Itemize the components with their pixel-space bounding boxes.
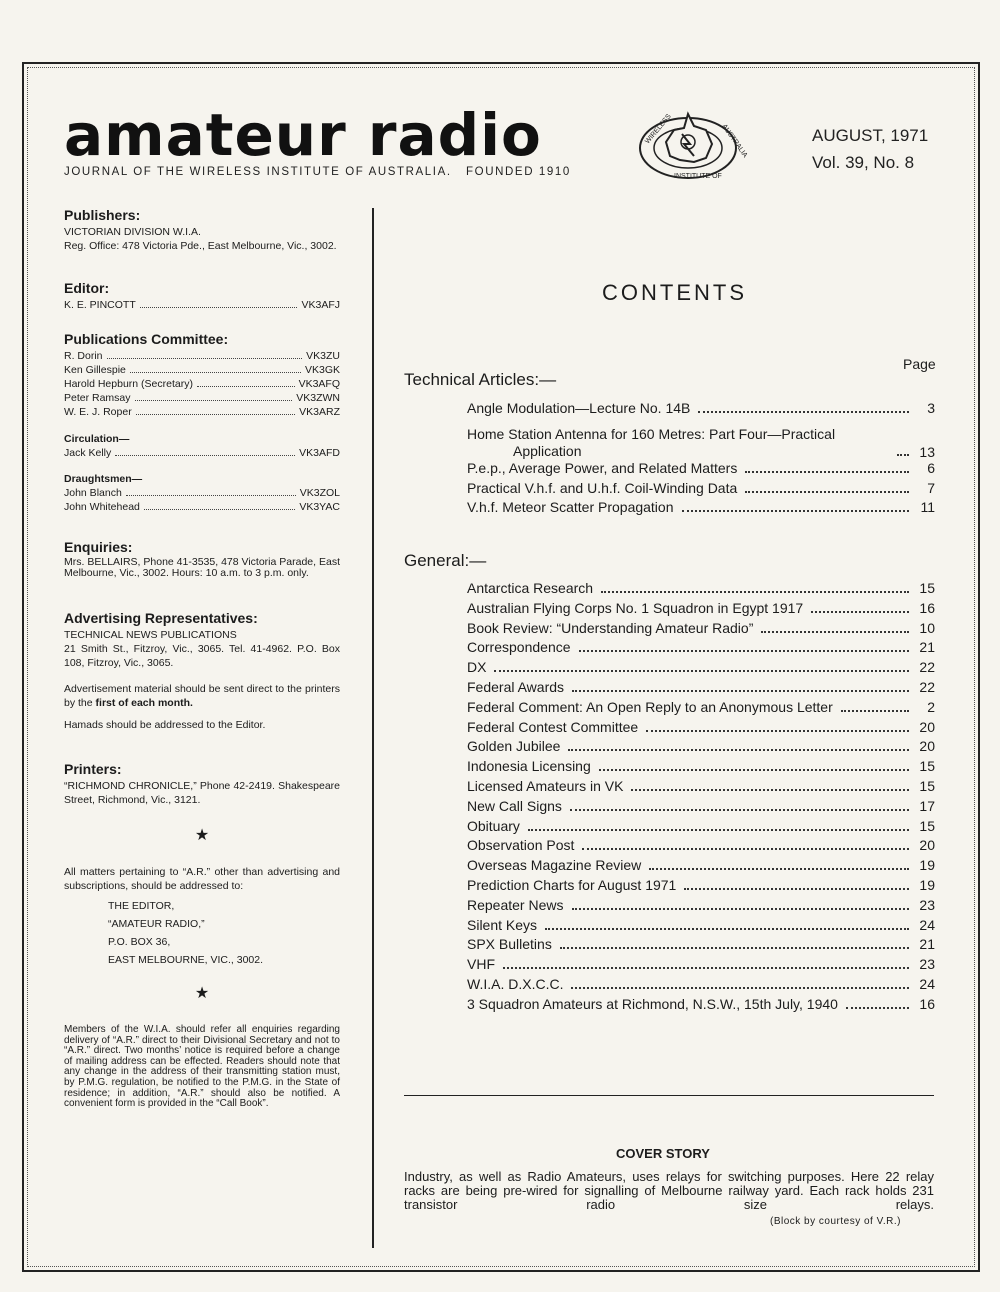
printers-heading: Printers: [64, 761, 122, 777]
enquiries-text: Mrs. BELLAIRS, Phone 41-3535, 478 Victoria Parade, East Melbourne, Vic., 3002. Hours: 10 a.m. to 3 p.m. only. [64, 556, 340, 579]
matters-section [64, 865, 340, 969]
advertising-company: TECHNICAL NEWS PUBLICATIONS [64, 629, 237, 641]
matters-text: All matters pertaining to “A.R.” other than advertising and subscriptions, should be addressed to: [64, 866, 340, 892]
toc-entry[interactable]: W.I.A. D.X.C.C. 24 [467, 975, 935, 992]
staff-row: W. E. J. Roper VK3ARZ [64, 406, 340, 418]
masthead-subtitle: JOURNAL OF THE WIRELESS INSTITUTE OF AUSTRALIA. FOUNDED 1910 [64, 166, 571, 178]
staff-row: Peter Ramsay VK3ZWN [64, 392, 340, 404]
toc-entry[interactable]: Licensed Amateurs in VK 15 [467, 777, 935, 794]
toc-entry[interactable]: Federal Comment: An Open Reply to an Anonymous Letter 2 [467, 698, 935, 715]
toc-entry[interactable]: Observation Post 20 [467, 837, 935, 854]
editor-heading: Editor: [64, 280, 110, 296]
toc-entry[interactable]: Federal Awards 22 [467, 678, 935, 695]
page-column-label: Page [903, 356, 936, 372]
cover-story-heading: COVER STORY [616, 1146, 710, 1161]
toc-entry[interactable]: Correspondence 21 [467, 639, 935, 656]
staff-row: Jack Kelly VK3AFD [64, 447, 340, 459]
issue-date: AUGUST, 1971 [812, 126, 929, 145]
publishers-heading: Publishers: [64, 207, 141, 223]
toc-entry[interactable]: SPX Bulletins 21 [467, 936, 935, 953]
emblem-text-bottom: INSTITUTE OF [674, 173, 722, 180]
cover-story-text: Industry, as well as Radio Amateurs, uses relays for switching purposes. Here 22 relay racks are being pre-wired for signalling of Melbourne railway yard. Each rack holds 231 transistor radio size relays. [404, 1169, 934, 1212]
technical-list [467, 400, 935, 519]
toc-entry[interactable]: Indonesia Licensing 15 [467, 758, 935, 775]
advertising-section [64, 609, 340, 732]
publishers-name: VICTORIAN DIVISION W.I.A. [64, 226, 201, 238]
toc-entry[interactable]: Home Station Antenna for 160 Metres: Part Four—Practical Application 13 [467, 425, 935, 460]
editor-address: THE EDITOR, “AMATEUR RADIO,” P.O. BOX 36, EAST MELBOURNE, VIC., 3002. [108, 900, 264, 966]
general-list [467, 580, 935, 1016]
advertising-address: 21 Smith St., Fitzroy, Vic., 3065. Tel. 41-4962. P.O. Box 108, Fitzroy, Vic., 3065. [64, 643, 340, 669]
emblem-text-right: AUSTRALIA [720, 123, 749, 160]
toc-entry[interactable]: V.h.f. Meteor Scatter Propagation 11 [467, 499, 935, 516]
star-divider: ★ [194, 827, 210, 844]
toc-entry[interactable]: Golden Jubilee 20 [467, 738, 935, 755]
committee-section [64, 330, 340, 419]
staff-row: Ken Gillespie VK3GK [64, 364, 340, 376]
circulation-heading: Circulation— [64, 433, 130, 445]
staff-row: John Blanch VK3ZOL [64, 487, 340, 499]
printers-section [64, 760, 340, 807]
wia-emblem-icon [636, 100, 749, 186]
toc-entry[interactable]: Book Review: “Understanding Amateur Radio” 10 [467, 619, 935, 636]
draughtsmen-heading: Draughtsmen— [64, 473, 143, 485]
issue-info [812, 122, 928, 176]
column-divider [372, 208, 374, 1248]
toc-entry[interactable]: DX 22 [467, 659, 935, 676]
advertising-material: Advertisement material should be sent direct to the printers by the first of each month. [64, 683, 340, 709]
staff-call: VK3AFJ [301, 299, 340, 311]
staff-row: John Whitehead VK3YAC [64, 501, 340, 513]
toc-entry[interactable]: Repeater News 23 [467, 896, 935, 913]
publishers-office: Reg. Office: 478 Victoria Pde., East Melbourne, Vic., 3002. [64, 240, 337, 252]
toc-entry[interactable]: P.e.p., Average Power, and Related Matters 6 [467, 459, 935, 476]
issue-volume: Vol. 39, No. 8 [812, 153, 915, 172]
staff-row: R. Dorin VK3ZU [64, 350, 340, 362]
staff-row: Harold Hepburn (Secretary) VK3AFQ [64, 378, 340, 390]
printers-text: “RICHMOND CHRONICLE,” Phone 42-2419. Shakespeare Street, Richmond, Vic., 3121. [64, 780, 340, 806]
toc-entry[interactable]: New Call Signs 17 [467, 797, 935, 814]
enquiries-section [64, 538, 340, 579]
advertising-heading: Advertising Representatives: [64, 610, 258, 626]
toc-entry[interactable]: Silent Keys 24 [467, 916, 935, 933]
toc-entry[interactable]: Prediction Charts for August 1971 19 [467, 876, 935, 893]
technical-heading: Technical Articles:— [404, 370, 557, 389]
enquiries-heading: Enquiries: [64, 539, 133, 555]
committee-heading: Publications Committee: [64, 331, 229, 347]
hamads-note: Hamads should be addressed to the Editor. [64, 719, 266, 731]
cover-story-credit: (Block by courtesy of V.R.) [770, 1216, 901, 1227]
members-note: Members of the W.I.A. should refer all enquiries regarding delivery of “A.R.” direct to their Divisional Secretary and not to “A.R.” direct. Two months’ notice is required before a change of mailing address can be effected. Readers should note that any change in the address of their transmitting station must, by P.M.G. regulation, be notified to the P.M.G. in the State of residence; in addition, “A.R.” should also be notified. A convenient form is provided in the “Call Book”. [64, 1024, 340, 1110]
cover-story-rule [404, 1095, 934, 1096]
staff-row [64, 298, 340, 312]
draughtsmen-section [64, 472, 340, 514]
general-heading: General:— [404, 551, 487, 570]
toc-entry[interactable]: Angle Modulation—Lecture No. 14B 3 [467, 400, 935, 416]
circulation-section [64, 432, 340, 460]
emblem-text-left: WIRELESS [644, 113, 673, 146]
toc-entry[interactable]: Obituary 15 [467, 817, 935, 834]
staff-name: K. E. PINCOTT [64, 299, 136, 311]
toc-entry[interactable]: Federal Contest Committee 20 [467, 718, 935, 735]
toc-entry[interactable]: Australian Flying Corps No. 1 Squadron in Egypt 1917 16 [467, 599, 935, 616]
toc-entry[interactable]: 3 Squadron Amateurs at Richmond, N.S.W., 15th July, 1940 16 [467, 995, 935, 1012]
toc-entry[interactable]: Practical V.h.f. and U.h.f. Coil-Winding Data 7 [467, 479, 935, 496]
contents-title: CONTENTS [602, 280, 747, 305]
publishers-section [64, 206, 340, 253]
star-divider: ★ [194, 985, 210, 1002]
editor-section [64, 279, 340, 312]
toc-entry[interactable]: Overseas Magazine Review 19 [467, 857, 935, 874]
masthead-title: amateur radio [64, 101, 542, 169]
toc-entry[interactable]: VHF 23 [467, 956, 935, 973]
masthead-details [64, 206, 340, 1110]
toc-entry[interactable]: Antarctica Research 15 [467, 580, 935, 596]
